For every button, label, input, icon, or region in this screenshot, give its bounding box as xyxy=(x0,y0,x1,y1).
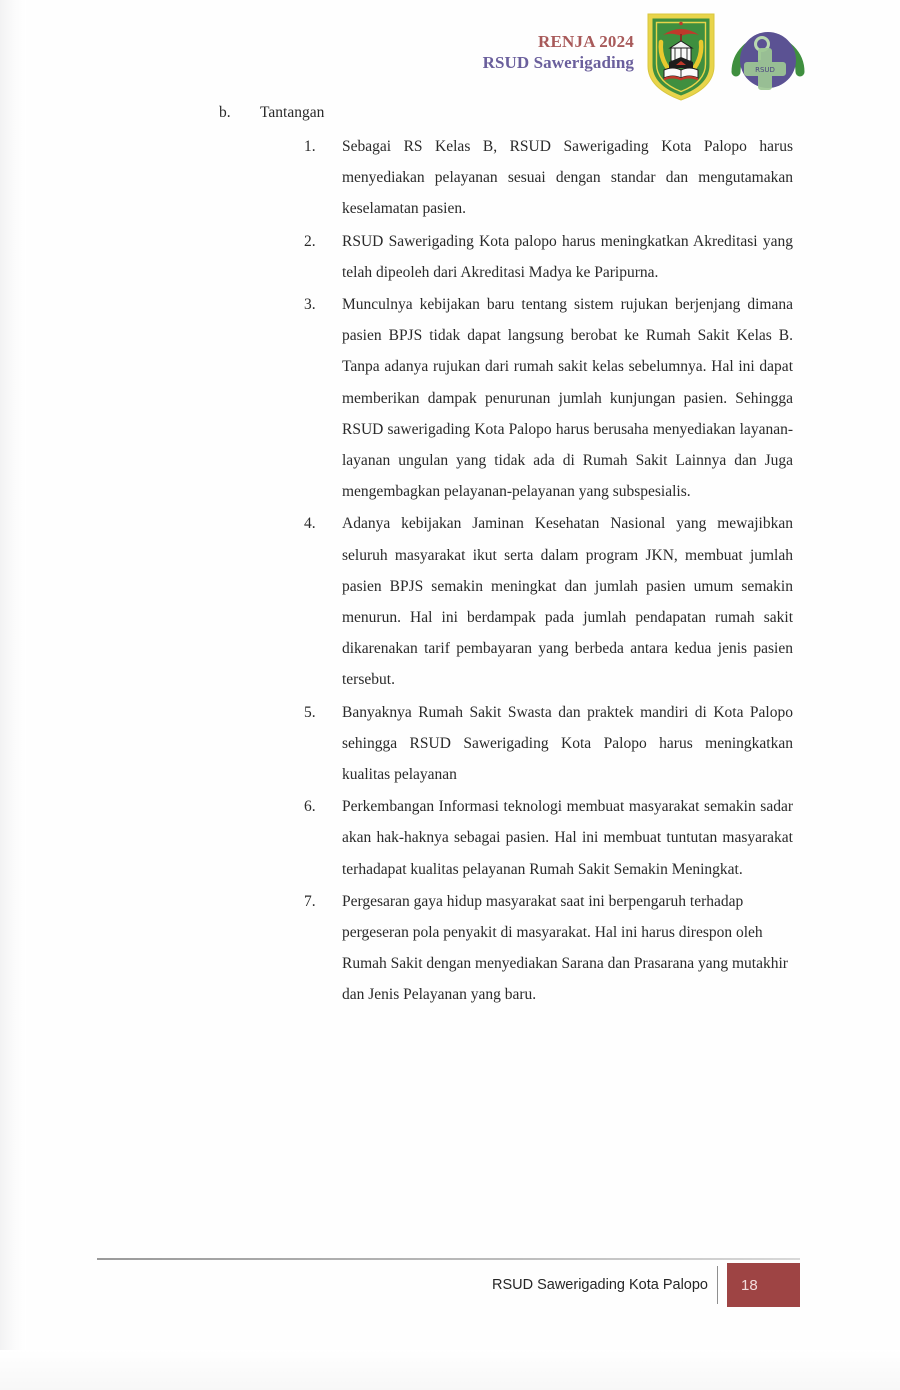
svg-text:RSUD: RSUD xyxy=(755,66,775,74)
list-item-number: 3. xyxy=(304,296,316,314)
list-item-text: Banyaknya Rumah Sakit Swasta dan praktek mandiri di Kota Palopo sehingga RSUD Sawerigading Kota Palopo harus meningkatkan kualitas pelayanan xyxy=(342,703,793,784)
page-footer xyxy=(0,1258,900,1318)
list-item-text: Adanya kebijakan Jaminan Kesehatan Nasional yang mewajibkan seluruh masyarakat ikut serta dalam program JKN, membuat jumlah pasien BPJS semakin meningkat dan jumlah pasien umum semakin menurun. Hal ini berdampak pada jumlah pendapatan rumah sakit dikarenakan tarif pembayaran yang berbeda antara kedua jenis pasien tersebut. xyxy=(342,515,793,689)
header-title-block xyxy=(483,32,634,79)
list-item-text: Munculnya kebijakan baru tentang sistem rujukan berjenjang dimana pasien BPJS tidak dapat langsung berobat ke Rumah Sakit Kelas B. Tanpa adanya rujukan dari rumah sakit kelas sebelumnya. Hal ini dapat memberikan dampak penurunan jumlah kunjungan pasien. Sehingga RSUD sawerigading Kota Palopo harus berusaha menyediakan layanan-layanan ungulan yang tidak ada di Rumah Sakit Lainnya dan Juga mengembagkan pelayanan-pelayanan yang subspesialis. xyxy=(342,296,793,501)
list-item xyxy=(0,791,900,885)
list-item-number: 4. xyxy=(304,515,316,533)
page-number: 18 xyxy=(741,1276,758,1294)
page-number-badge xyxy=(727,1263,800,1307)
list-item-number: 6. xyxy=(304,798,316,816)
list-item xyxy=(0,508,900,695)
section-heading-tantangan xyxy=(0,104,900,122)
palopo-emblem-icon xyxy=(642,8,720,104)
list-item-text: RSUD Sawerigading Kota palopo harus meningkatkan Akreditasi yang telah dipeoleh dari Akreditasi Madya ke Paripurna. xyxy=(342,232,793,281)
list-item xyxy=(0,697,900,791)
footer-label: RSUD Sawerigading Kota Palopo xyxy=(491,1277,708,1293)
list-item-number: 1. xyxy=(304,138,316,155)
list-item-number: 5. xyxy=(304,703,316,721)
challenges-list xyxy=(0,131,900,1011)
page-header xyxy=(0,0,900,108)
scan-edge-bottom xyxy=(0,1350,900,1390)
section-marker: b. xyxy=(219,104,231,121)
list-item xyxy=(0,886,900,1011)
list-item-number: 7. xyxy=(304,892,316,910)
list-item-text: Perkembangan Informasi teknologi membuat masyarakat semakin sadar akan hak-haknya sebagai pasien. Hal ini membuat tuntutan masyarakat terhadapat kualitas pelayanan Rumah Sakit Semakin Meningkat. xyxy=(342,798,793,878)
list-item xyxy=(0,226,900,288)
section-title: Tantangan xyxy=(260,104,325,121)
footer-separator xyxy=(717,1266,718,1304)
list-item-number: 2. xyxy=(304,232,316,250)
footer-divider-rule xyxy=(97,1258,800,1260)
list-item-text: Sebagai RS Kelas B, RSUD Sawerigading Kota Palopo harus menyediakan pelayanan sesuai dengan standar dan mengutamakan keselamatan pasien. xyxy=(342,138,793,218)
header-title-hospital: RSUD Sawerigading xyxy=(482,53,634,72)
rsud-logo-icon xyxy=(728,12,808,100)
header-title-renja: RENJA 2024 xyxy=(538,32,634,52)
list-item xyxy=(0,131,900,225)
page-content xyxy=(0,104,900,1012)
list-item xyxy=(0,289,900,507)
list-item-text: Pergesaran gaya hidup masyarakat saat ini berpengaruh terhadap pergeseran pola penyakit di masyarakat. Hal ini harus direspon oleh Rumah Sakit dengan menyediakan Sarana dan Prasarana yang mutakhir dan Jenis Pelayanan yang baru. xyxy=(342,892,788,1004)
